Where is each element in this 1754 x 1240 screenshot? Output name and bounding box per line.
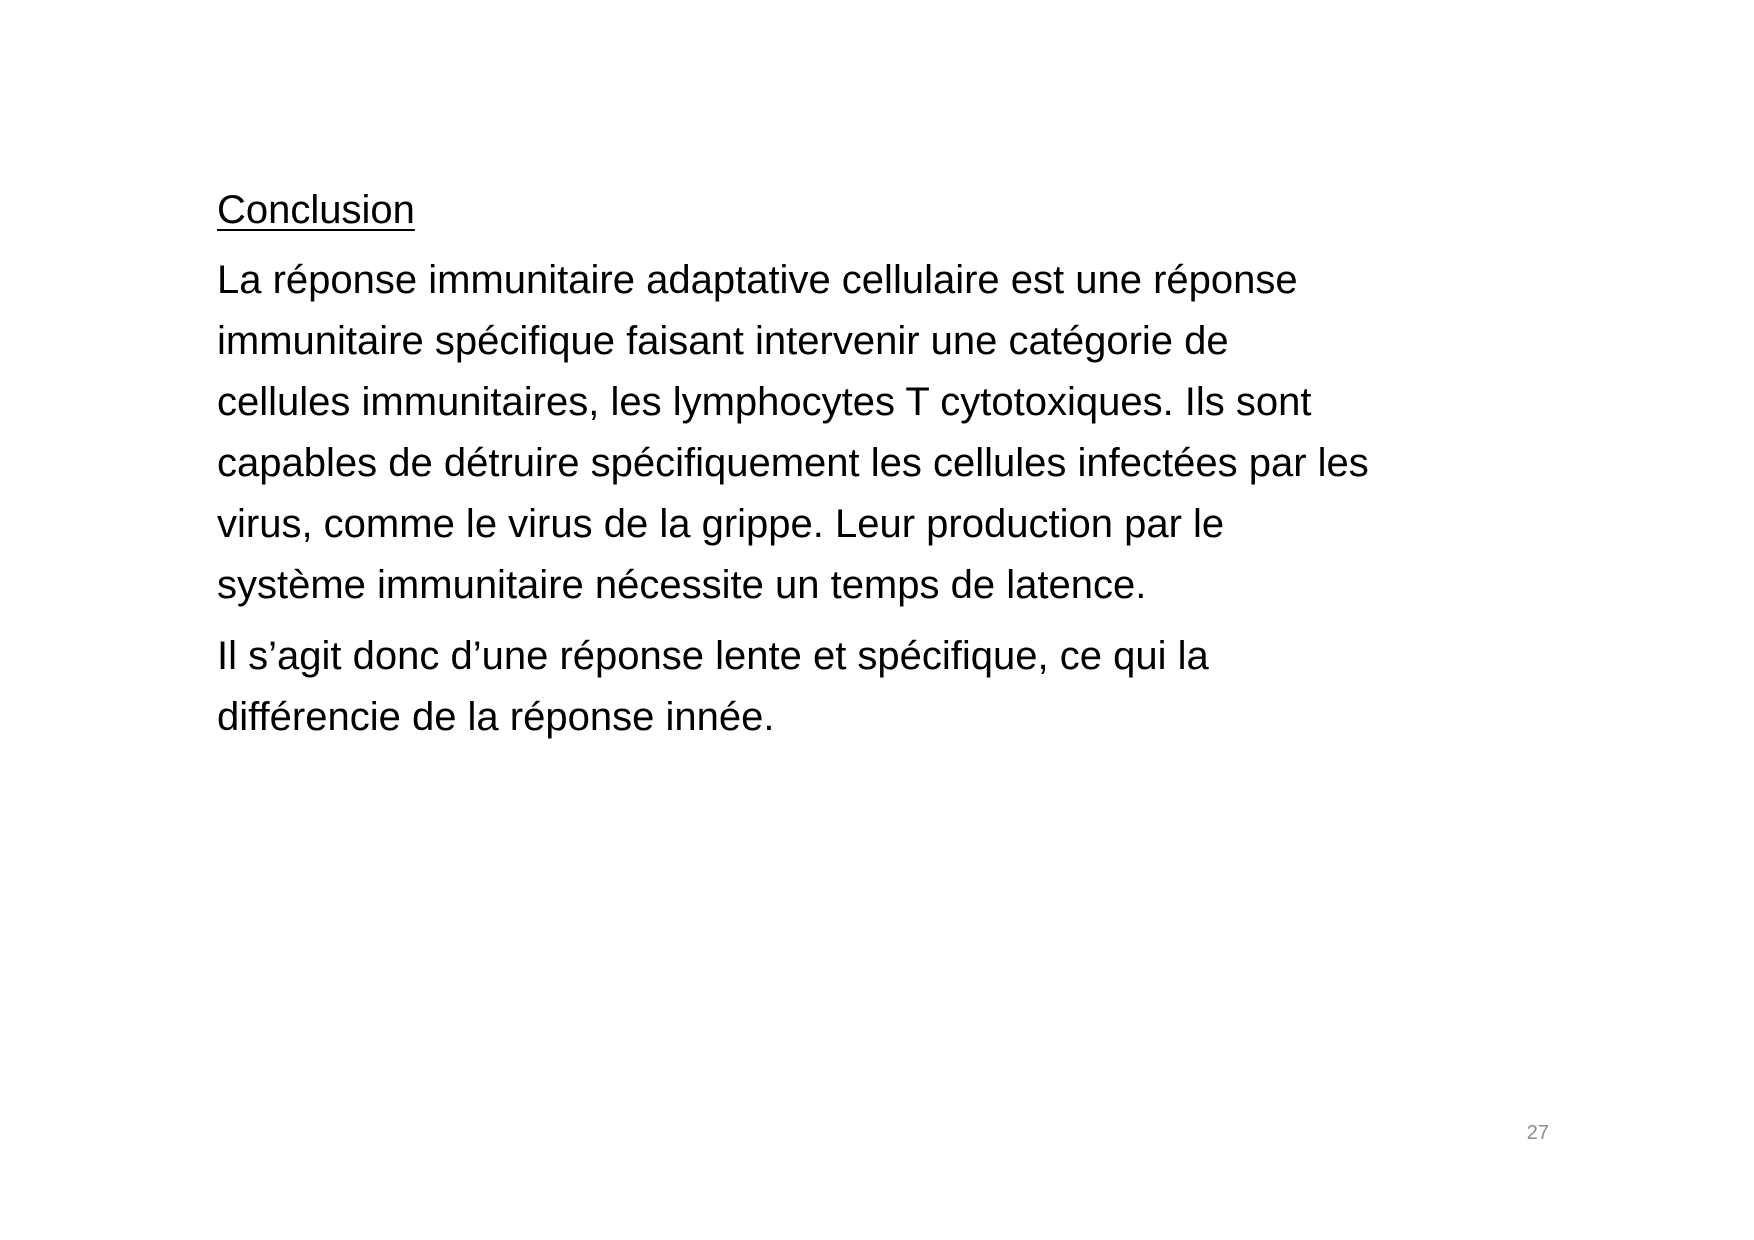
text-line: La réponse immunitaire adaptative cellulaire est une réponse xyxy=(217,258,1298,302)
paragraph-cellular-response xyxy=(217,250,1557,616)
section-heading: Conclusion xyxy=(217,188,415,232)
text-line: virus, comme le virus de la grippe. Leur production par le xyxy=(217,502,1225,546)
text-line: capables de détruire spécifiquement les cellules infectées par les xyxy=(217,441,1369,485)
text-line: différencie de la réponse innée. xyxy=(217,695,775,739)
text-line: cellules immunitaires, les lymphocytes T cytotoxiques. Ils sont xyxy=(217,380,1312,424)
slide-body xyxy=(217,180,1557,758)
text-line: système immunitaire nécessite un temps de latence. xyxy=(217,563,1147,607)
text-line: Il s’agit donc d’une réponse lente et spécifique, ce qui la xyxy=(217,634,1209,678)
text-line: immunitaire spécifique faisant intervenir une catégorie de xyxy=(217,319,1229,363)
paragraph-summary xyxy=(217,626,1557,748)
page-number: 27 xyxy=(1526,1122,1549,1144)
